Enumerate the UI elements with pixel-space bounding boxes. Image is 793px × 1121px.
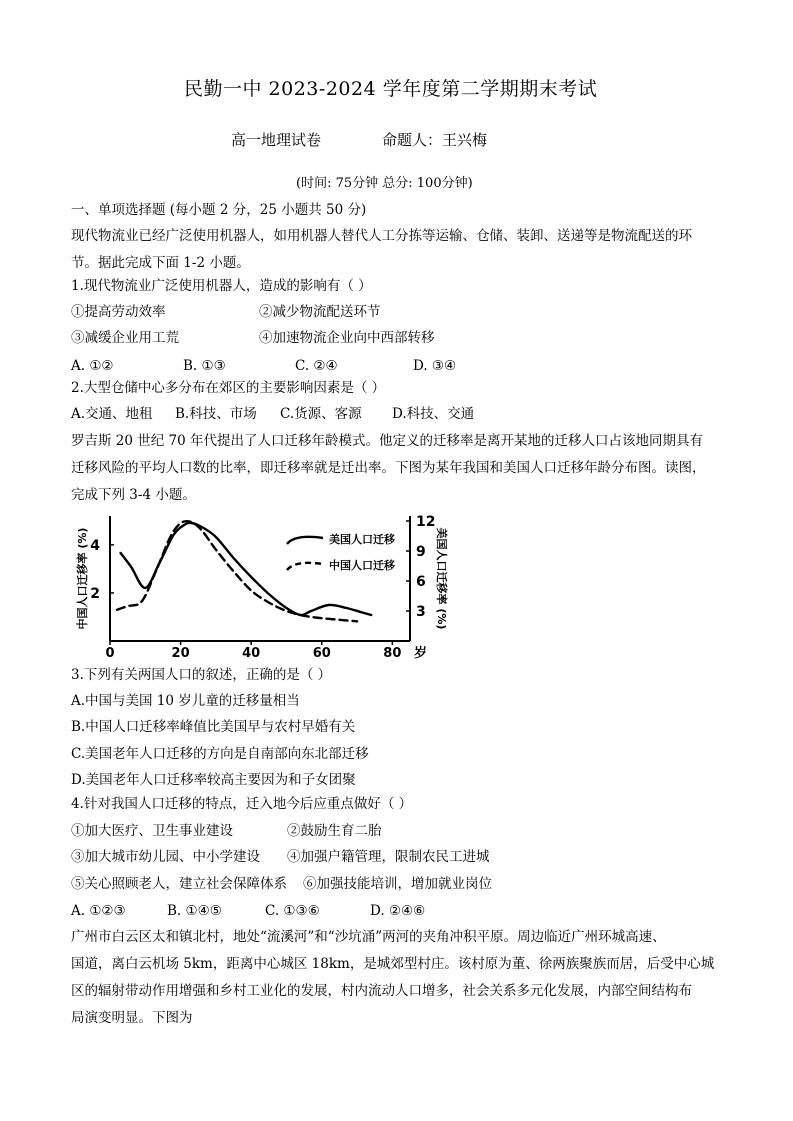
passage-3-line-2: 国道，离白云机场 5km，距离中心城区 18km，是城郊型村庄。该村原为董、徐两族聚族而居，后受中心城 — [71, 956, 715, 972]
exam-author: 命题人：王兴梅 — [382, 131, 488, 149]
question-2-stem: 2.大型仓储中心多分布在郊区的主要影响因素是（ ） — [71, 380, 386, 396]
x-tick-label: 0 — [105, 646, 115, 661]
question-1-statement-1: ①提高劳动效率 — [71, 304, 166, 320]
legend-swatch — [287, 563, 323, 570]
legend-label: 中国人口迁移 — [329, 559, 395, 572]
question-1-option-a[interactable]: A. ①② — [71, 358, 114, 374]
section-heading: 一、单项选择题 (每小题 2 分，25 小题共 50 分) — [71, 202, 367, 218]
x-axis-label: 岁 — [414, 646, 428, 661]
x-tick-label: 20 — [171, 646, 190, 661]
exam-time-info: (时间: 75分钟 总分: 100分钟) — [296, 176, 473, 191]
question-2-option-b[interactable]: B.科技、市场 — [175, 406, 257, 422]
legend-swatch — [287, 537, 323, 544]
question-3-option-d[interactable]: D.美国老年人口迁移率较高主要因为和子女团聚 — [71, 772, 356, 788]
question-1-option-d[interactable]: D. ③④ — [413, 358, 457, 374]
y-right-tick-label: 3 — [416, 604, 426, 620]
question-2-option-d[interactable]: D.科技、交通 — [392, 406, 475, 422]
exam-subject: 高一地理试卷 — [231, 131, 322, 149]
question-4-statement-6: ⑥加强技能培训，增加就业岗位 — [303, 876, 492, 892]
question-1-statement-4: ④加速物流企业向中西部转移 — [259, 330, 435, 346]
passage-3-line-4: 局演变明显。下图为 — [71, 1010, 193, 1026]
y-right-tick-label: 6 — [416, 574, 426, 590]
question-2-option-a[interactable]: A.交通、地租 — [71, 406, 153, 422]
question-4-statement-4: ④加强户籍管理，限制农民工进城 — [287, 849, 490, 865]
passage-2-line-3: 完成下列 3-4 小题。 — [71, 487, 196, 503]
x-tick-label: 60 — [312, 646, 331, 661]
y-left-tick-label: 4 — [90, 537, 100, 554]
y-left-tick-label: 2 — [90, 585, 100, 602]
question-1-option-c[interactable]: C. ②④ — [295, 358, 338, 374]
question-3-stem: 3.下列有关两国人口的叙述，正确的是（ ） — [71, 667, 332, 683]
question-4-stem: 4.针对我国人口迁移的特点，迁入地今后应重点做好（ ） — [71, 796, 413, 812]
question-4-option-d[interactable]: D. ②④⑥ — [370, 903, 426, 919]
y-right-tick-label: 12 — [416, 514, 436, 530]
question-4-statement-1: ①加大医疗、卫生事业建设 — [71, 823, 233, 839]
migration-rate-chart — [70, 508, 448, 668]
question-1-option-b[interactable]: B. ①③ — [183, 358, 226, 374]
question-3-option-b[interactable]: B.中国人口迁移率峰值比美国早与农村早婚有关 — [71, 719, 356, 735]
x-tick-label: 40 — [242, 646, 261, 661]
passage-1-line-2: 节。据此完成下面 1-2 小题。 — [71, 255, 250, 271]
question-4-statement-3: ③加大城市幼儿园、中小学建设 — [71, 849, 260, 865]
question-1-stem: 1.现代物流业广泛使用机器人，造成的影响有（ ） — [71, 278, 372, 294]
legend-label: 美国人口迁移 — [329, 533, 395, 546]
passage-2-line-2: 迁移风险的平均人口数的比率，即迁移率就是迁出率。下图为某年我国和美国人口迁移年龄分布图。读图， — [71, 460, 706, 476]
question-3-option-c[interactable]: C.美国老年人口迁移的方向是自南部向东北部迁移 — [71, 746, 369, 762]
passage-3-line-1: 广州市白云区太和镇北村，地处“流溪河”和“沙坑涌”两河的夹角冲积平原。周边临近广州环城高速、 — [71, 929, 666, 945]
y-axis-left-title: 中国人口迁移率 (%) — [76, 527, 89, 630]
question-4-statement-5: ⑤关心照顾老人，建立社会保障体系 — [71, 876, 287, 892]
x-tick-label: 80 — [383, 646, 402, 661]
question-1-statement-2: ②减少物流配送环节 — [259, 304, 381, 320]
question-4-option-b[interactable]: B. ①④⑤ — [167, 903, 222, 919]
passage-3-line-3: 区的辐射带动作用增强和乡村工业化的发展，村内流动人口增多，社会关系多元化发展，内部空间结构布 — [71, 983, 692, 999]
question-2-option-c[interactable]: C.货源、客源 — [280, 406, 362, 422]
question-4-option-a[interactable]: A. ①②③ — [71, 903, 126, 919]
question-4-statement-2: ②鼓励生育二胎 — [287, 823, 382, 839]
passage-1-line-1: 现代物流业已经广泛使用机器人，如用机器人替代人工分拣等运输、仓储、装卸、送递等是物流配送的环 — [71, 228, 692, 244]
question-4-option-c[interactable]: C. ①③⑥ — [265, 903, 320, 919]
y-right-tick-label: 9 — [416, 544, 426, 560]
y-axis-right-title: 美国人口迁移率 (%) — [435, 527, 448, 630]
question-3-option-a[interactable]: A.中国与美国 10 岁儿童的迁移量相当 — [71, 693, 300, 709]
question-1-statement-3: ③减缓企业用工荒 — [71, 330, 179, 346]
passage-2-line-1: 罗吉斯 20 世纪 70 年代提出了人口迁移年龄模式。他定义的迁移率是离开某地的迁移人口占该地同期具有 — [71, 433, 704, 449]
exam-title: 民勤一中 2023-2024 学年度第二学期期末考试 — [184, 78, 598, 100]
